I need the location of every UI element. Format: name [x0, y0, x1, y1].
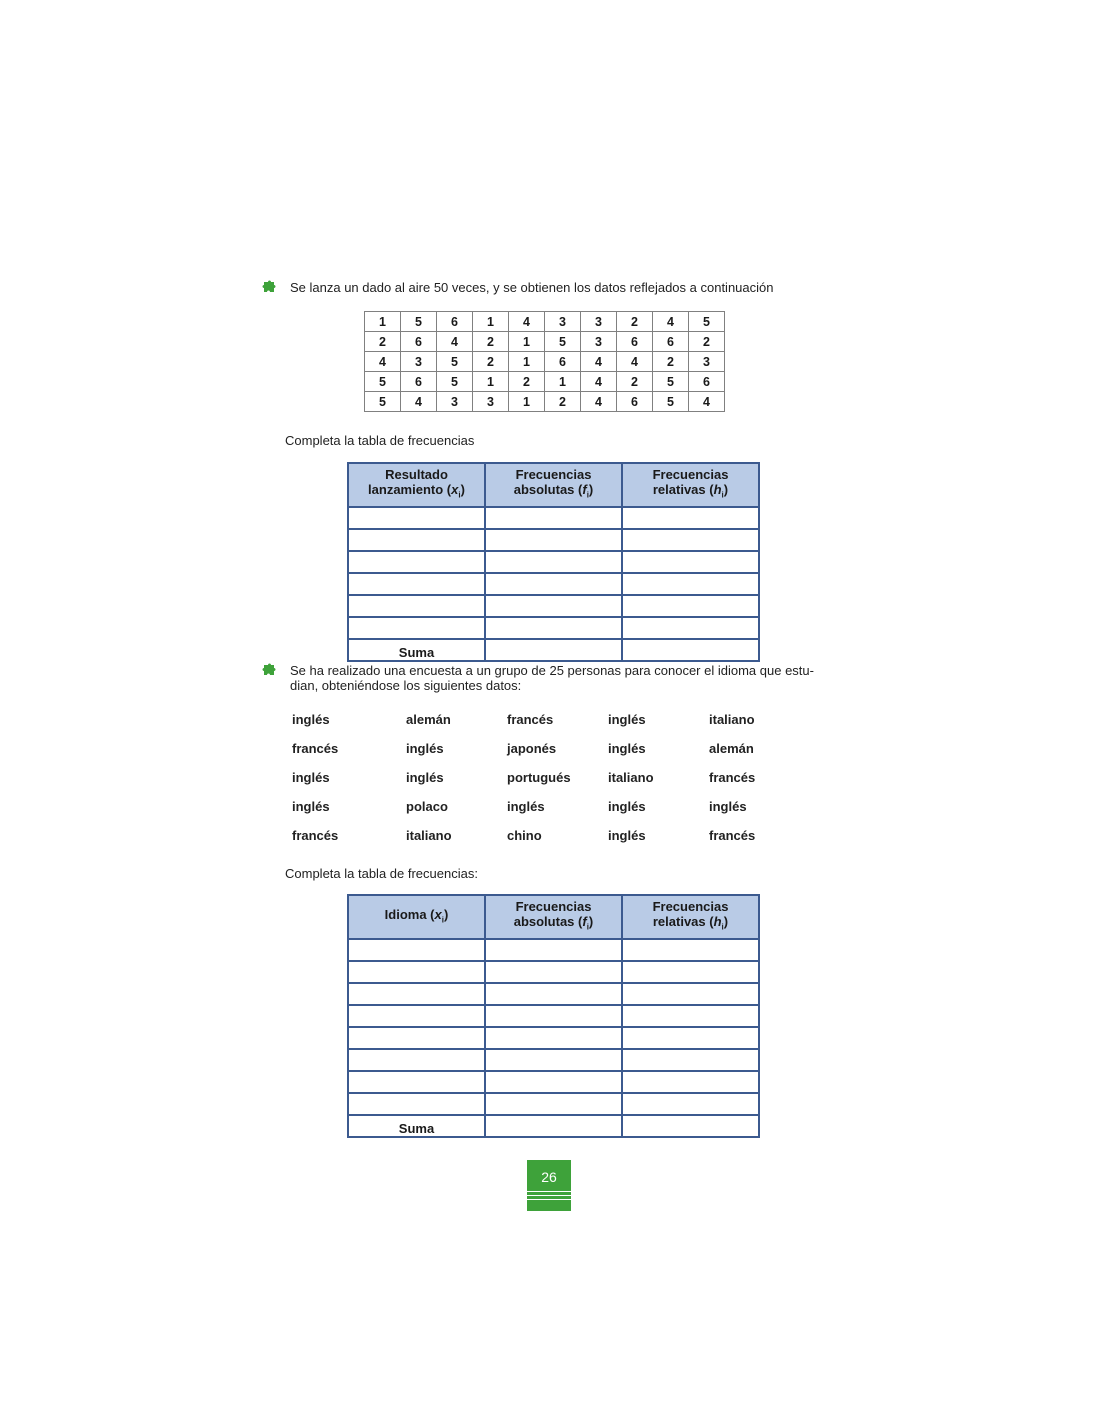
absolute-frequency-cell[interactable]: [485, 507, 622, 529]
language-item: inglés: [292, 799, 330, 814]
sum-label: Suma: [348, 639, 485, 661]
exercise-1-instruction: Completa la tabla de frecuencias: [285, 433, 475, 448]
dice-frequency-table: [347, 462, 760, 662]
language-cell[interactable]: [348, 1093, 485, 1115]
language-cell[interactable]: [348, 939, 485, 961]
page-number: 26: [541, 1169, 557, 1185]
table-row: [348, 595, 759, 617]
dice-value-cell: 4: [617, 352, 653, 372]
absolute-frequency-cell[interactable]: [485, 595, 622, 617]
relative-frequency-cell[interactable]: [622, 1005, 759, 1027]
absolute-frequency-cell[interactable]: [485, 1093, 622, 1115]
language-cell[interactable]: [348, 983, 485, 1005]
dice-value-cell: 2: [365, 332, 401, 352]
dice-value-cell: 4: [581, 352, 617, 372]
dice-value-cell: 1: [365, 312, 401, 332]
table-row: [348, 1071, 759, 1093]
relative-frequency-cell[interactable]: [622, 961, 759, 983]
absolute-frequency-cell[interactable]: [485, 529, 622, 551]
dice-value-cell: 4: [401, 392, 437, 412]
result-cell[interactable]: [348, 529, 485, 551]
dice-value-cell: 3: [437, 392, 473, 412]
dice-value-cell: 3: [689, 352, 725, 372]
page-number-badge: [527, 1160, 571, 1211]
table-row: [348, 983, 759, 1005]
absolute-frequency-cell[interactable]: [485, 961, 622, 983]
dice-value-cell: 2: [653, 352, 689, 372]
dice-value-cell: 5: [365, 392, 401, 412]
dice-value-cell: 1: [509, 352, 545, 372]
result-cell[interactable]: [348, 595, 485, 617]
sum-row: [348, 1115, 759, 1137]
language-cell[interactable]: [348, 1027, 485, 1049]
table-row: [365, 352, 725, 372]
language-item: portugués: [507, 770, 571, 785]
table-row: [348, 529, 759, 551]
result-cell[interactable]: [348, 551, 485, 573]
language-item: francés: [507, 712, 554, 727]
dice-value-cell: 2: [617, 312, 653, 332]
result-cell[interactable]: [348, 573, 485, 595]
dice-value-cell: 6: [617, 332, 653, 352]
result-cell[interactable]: [348, 617, 485, 639]
absolute-frequency-cell[interactable]: [485, 1049, 622, 1071]
table-row: [348, 1049, 759, 1071]
result-cell[interactable]: [348, 507, 485, 529]
relative-frequency-cell[interactable]: [622, 573, 759, 595]
dice-value-cell: 6: [401, 372, 437, 392]
absolute-frequency-cell[interactable]: [485, 1005, 622, 1027]
table-row: [365, 332, 725, 352]
relative-frequency-cell[interactable]: [622, 507, 759, 529]
puzzle-piece-icon: [262, 278, 278, 294]
relative-frequency-cell[interactable]: [622, 983, 759, 1005]
dice-value-cell: 5: [689, 312, 725, 332]
header-relative-frequency: Frecuencias relativas $(h_i)$: [622, 463, 759, 507]
absolute-frequency-cell[interactable]: [485, 1071, 622, 1093]
table-row: [348, 507, 759, 529]
dice-value-cell: 1: [473, 372, 509, 392]
language-item: chino: [507, 828, 542, 843]
language-cell[interactable]: [348, 1005, 485, 1027]
dice-value-cell: 5: [545, 332, 581, 352]
language-item: inglés: [608, 799, 646, 814]
dice-value-cell: 3: [473, 392, 509, 412]
dice-value-cell: 5: [653, 392, 689, 412]
dice-value-cell: 3: [581, 312, 617, 332]
relative-sum-cell[interactable]: [622, 1115, 759, 1137]
table-row: [348, 961, 759, 983]
language-frequency-table: [347, 894, 760, 1138]
header-relative-frequency: Frecuencias relativas $(h_i)$: [622, 895, 759, 939]
absolute-sum-cell[interactable]: [485, 639, 622, 661]
dice-value-cell: 4: [509, 312, 545, 332]
relative-frequency-cell[interactable]: [622, 529, 759, 551]
dice-value-cell: 6: [689, 372, 725, 392]
dice-value-cell: 3: [545, 312, 581, 332]
table-row: [348, 1093, 759, 1115]
dice-value-cell: 1: [473, 312, 509, 332]
decorative-stripe: [527, 1191, 571, 1192]
sum-label: Suma: [348, 1115, 485, 1137]
dice-data-table: [364, 311, 725, 412]
table-row: [348, 1027, 759, 1049]
relative-frequency-cell[interactable]: [622, 1093, 759, 1115]
absolute-frequency-cell[interactable]: [485, 1027, 622, 1049]
dice-value-cell: 4: [581, 392, 617, 412]
table-row: [365, 312, 725, 332]
language-item: francés: [709, 770, 756, 785]
absolute-frequency-cell[interactable]: [485, 983, 622, 1005]
table-row: [365, 392, 725, 412]
language-item: inglés: [406, 770, 444, 785]
language-item: polaco: [406, 799, 448, 814]
decorative-stripe: [527, 1199, 571, 1200]
language-item: inglés: [608, 828, 646, 843]
table-row: [365, 372, 725, 392]
language-item: japonés: [507, 741, 557, 756]
sum-row: [348, 639, 759, 661]
dice-value-cell: 2: [545, 392, 581, 412]
table-row: [348, 573, 759, 595]
relative-frequency-cell[interactable]: [622, 617, 759, 639]
language-item: alemán: [709, 741, 754, 756]
dice-value-cell: 6: [617, 392, 653, 412]
language-item: inglés: [292, 712, 330, 727]
dice-value-cell: 6: [653, 332, 689, 352]
dice-value-cell: 1: [545, 372, 581, 392]
dice-value-cell: 6: [545, 352, 581, 372]
language-item: alemán: [406, 712, 451, 727]
header-result: Resultado lanzamiento $(x_i)$: [348, 463, 485, 507]
language-item: francés: [709, 828, 756, 843]
header-absolute-frequency: Frecuencias absolutas $(f_i)$: [485, 895, 622, 939]
dice-value-cell: 2: [617, 372, 653, 392]
dice-value-cell: 4: [689, 392, 725, 412]
absolute-frequency-cell[interactable]: [485, 939, 622, 961]
table-row: [348, 551, 759, 573]
language-item: inglés: [608, 712, 646, 727]
absolute-frequency-cell[interactable]: [485, 551, 622, 573]
dice-value-cell: 6: [437, 312, 473, 332]
language-cell[interactable]: [348, 1049, 485, 1071]
absolute-sum-cell[interactable]: [485, 1115, 622, 1137]
decorative-stripe: [527, 1195, 571, 1196]
language-item: inglés: [709, 799, 747, 814]
language-item: inglés: [507, 799, 545, 814]
absolute-frequency-cell[interactable]: [485, 573, 622, 595]
dice-value-cell: 5: [653, 372, 689, 392]
table-row: [348, 1005, 759, 1027]
dice-value-cell: 6: [401, 332, 437, 352]
dice-value-cell: 5: [437, 352, 473, 372]
relative-frequency-cell[interactable]: [622, 1049, 759, 1071]
language-item: francés: [292, 741, 339, 756]
language-cell[interactable]: [348, 1071, 485, 1093]
dice-value-cell: 4: [653, 312, 689, 332]
relative-frequency-cell[interactable]: [622, 1071, 759, 1093]
dice-value-cell: 5: [365, 372, 401, 392]
dice-value-cell: 3: [581, 332, 617, 352]
relative-frequency-cell[interactable]: [622, 551, 759, 573]
dice-value-cell: 5: [437, 372, 473, 392]
relative-frequency-cell[interactable]: [622, 1027, 759, 1049]
puzzle-piece-icon: [262, 661, 278, 677]
exercise-2-text: Se ha realizado una encuesta a un grupo de 25 personas para conocer el idioma que estu- dian, obteniéndose los siguientes datos:: [290, 663, 814, 693]
language-item: inglés: [292, 770, 330, 785]
table-row: [348, 939, 759, 961]
dice-value-cell: 4: [581, 372, 617, 392]
dice-value-cell: 2: [509, 372, 545, 392]
dice-value-cell: 1: [509, 332, 545, 352]
dice-value-cell: 4: [437, 332, 473, 352]
language-item: inglés: [406, 741, 444, 756]
relative-sum-cell[interactable]: [622, 639, 759, 661]
language-item: italiano: [709, 712, 755, 727]
header-language: Idioma $(x_i)$: [348, 895, 485, 939]
dice-value-cell: 1: [509, 392, 545, 412]
table-row: [348, 617, 759, 639]
dice-value-cell: 5: [401, 312, 437, 332]
dice-value-cell: 2: [689, 332, 725, 352]
absolute-frequency-cell[interactable]: [485, 617, 622, 639]
exercise-1-text: Se lanza un dado al aire 50 veces, y se obtienen los datos reflejados a continuación: [290, 280, 774, 295]
language-cell[interactable]: [348, 961, 485, 983]
language-item: italiano: [608, 770, 654, 785]
dice-value-cell: 4: [365, 352, 401, 372]
language-item: francés: [292, 828, 339, 843]
relative-frequency-cell[interactable]: [622, 595, 759, 617]
relative-frequency-cell[interactable]: [622, 939, 759, 961]
header-absolute-frequency: Frecuencias absolutas $(f_i)$: [485, 463, 622, 507]
language-item: italiano: [406, 828, 452, 843]
dice-value-cell: 2: [473, 332, 509, 352]
language-item: inglés: [608, 741, 646, 756]
dice-value-cell: 3: [401, 352, 437, 372]
exercise-2-instruction: Completa la tabla de frecuencias:: [285, 866, 478, 881]
dice-value-cell: 2: [473, 352, 509, 372]
